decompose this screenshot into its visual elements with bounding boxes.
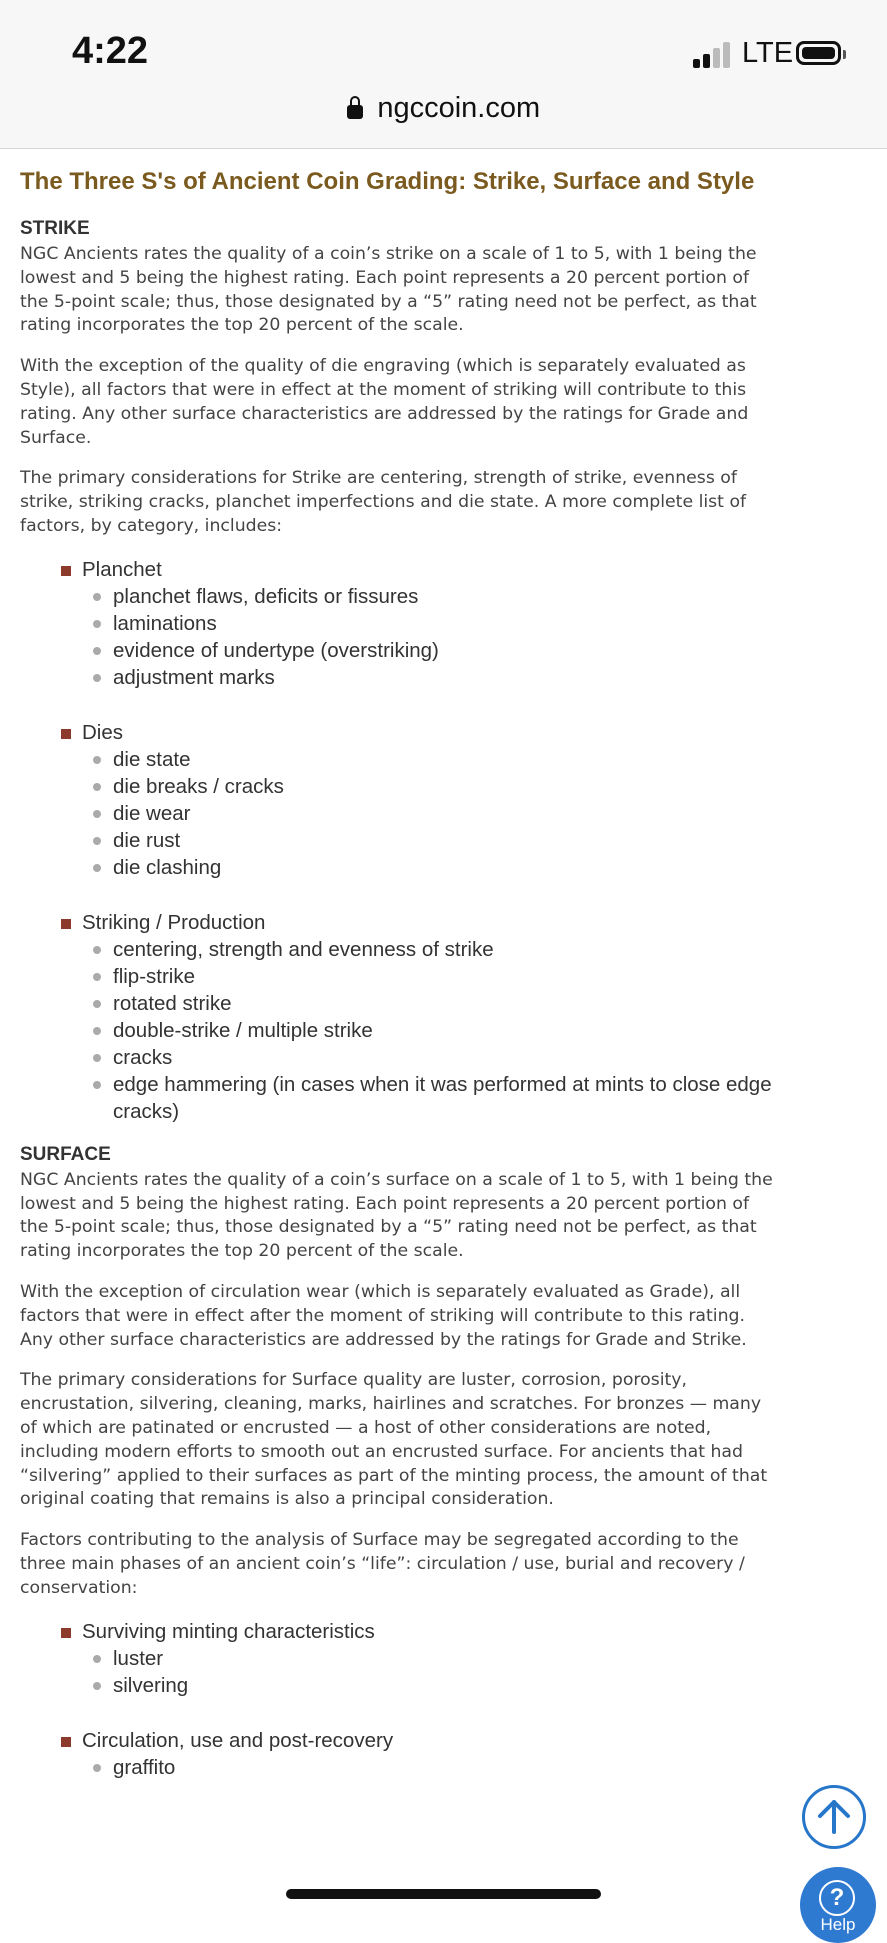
surface-factor-list [20,1618,780,1781]
category-label: Striking / Production [82,910,266,934]
category-dies [82,719,780,881]
list-item: die state [113,746,780,773]
url-text: ngccoin.com [377,92,541,124]
list-item: edge hammering (in cases when it was performed at mints to close edge cracks) [113,1071,780,1125]
category-label: Surviving minting characteristics [82,1619,375,1643]
list-item: die rust [113,827,780,854]
category-label: Dies [82,720,124,744]
scroll-to-top-button[interactable] [802,1785,866,1849]
address-bar[interactable] [0,92,887,125]
list-item: graffito [113,1754,780,1781]
surface-paragraph: NGC Ancients rates the quality of a coin’s surface on a scale of 1 to 5, with 1 being the lowest and 5 being the highest rating. Each point represents a 20 percent portion of the 5-point scale; thus, those designated by a “5” rating need not be perfect, as that rating incorporates the top 20 percent of the scale. [20,1169,773,1262]
list-item: die breaks / cracks [113,773,780,800]
list-item: centering, strength and evenness of strike [113,936,780,963]
category-circulation-use [82,1727,780,1781]
strike-factor-list [20,556,780,1125]
article [20,168,780,1809]
network-type: LTE [742,37,794,69]
status-time: 4:22 [72,30,149,72]
surface-heading: SURFACE [20,1143,111,1165]
battery-icon [796,41,841,65]
strike-heading: STRIKE [20,218,90,239]
category-label: Circulation, use and post-recovery [82,1728,394,1752]
list-item: laminations [113,610,780,637]
list-item: flip-strike [113,963,780,990]
arrow-up-icon [805,1788,863,1846]
strike-paragraph: NGC Ancients rates the quality of a coin’s strike on a scale of 1 to 5, with 1 being the lowest and 5 being the highest rating. Each point represents a 20 percent portion of the 5-point scale; thus, those designated by a “5” rating need not be perfect, as that rating incorporates the top 20 percent of the scale. [20,244,757,336]
help-label: Help [820,1915,856,1934]
list-item: die wear [113,800,780,827]
list-item: cracks [113,1044,780,1071]
list-item: die clashing [113,854,780,881]
strike-paragraph: With the exception of the quality of die engraving (which is separately evaluated as Style), all factors that were in effect at the moment of striking will contribute to this rating. Any other surface characteristics are addressed by the ratings for Grade and Surface. [20,356,749,448]
lock-icon [347,105,363,119]
category-label: Planchet [82,557,162,581]
list-item: luster [113,1645,780,1672]
surface-paragraph: Factors contributing to the analysis of Surface may be segregated according to the three main phases of an ancient coin’s “life”: circulation / use, burial and recovery / conservation: [20,1530,745,1598]
help-icon: ? [819,1880,855,1916]
category-planchet [82,556,780,691]
list-item: evidence of undertype (overstriking) [113,637,780,664]
surface-paragraph: The primary considerations for Surface quality are luster, corrosion, porosity, encrustation, silvering, cleaning, marks, hairlines and scratches. For bronzes — many of which are patinated or encrusted — a host of other considerations are noted, including modern efforts to smooth out an encrusted surface. For ancients that had “silvering” applied to their surfaces as part of the minting process, the amount of that original coating that remains is also a principal consideration. [20,1370,768,1510]
list-item: double-strike / multiple strike [113,1017,780,1044]
status-bar [0,0,887,149]
help-button[interactable] [800,1867,876,1943]
signal-strength-icon [693,42,735,68]
list-item: rotated strike [113,990,780,1017]
list-item: planchet flaws, deficits or fissures [113,583,780,610]
surface-paragraph: With the exception of circulation wear (which is separately evaluated as Grade), all factors that were in effect after the moment of striking will contribute to this rating. Any other surface characteristics are addressed by the ratings for Grade and Strike. [20,1281,747,1350]
list-item: adjustment marks [113,664,780,691]
home-indicator[interactable] [286,1889,601,1899]
category-striking-production [82,909,780,1125]
page-title: The Three S's of Ancient Coin Grading: Strike, Surface and Style [20,168,755,195]
category-minting-characteristics [82,1618,780,1699]
strike-paragraph: The primary considerations for Strike are centering, strength of strike, evenness of strike, striking cracks, planchet imperfections and die state. A more complete list of factors, by category, includes: [20,468,747,536]
list-item: silvering [113,1672,780,1699]
